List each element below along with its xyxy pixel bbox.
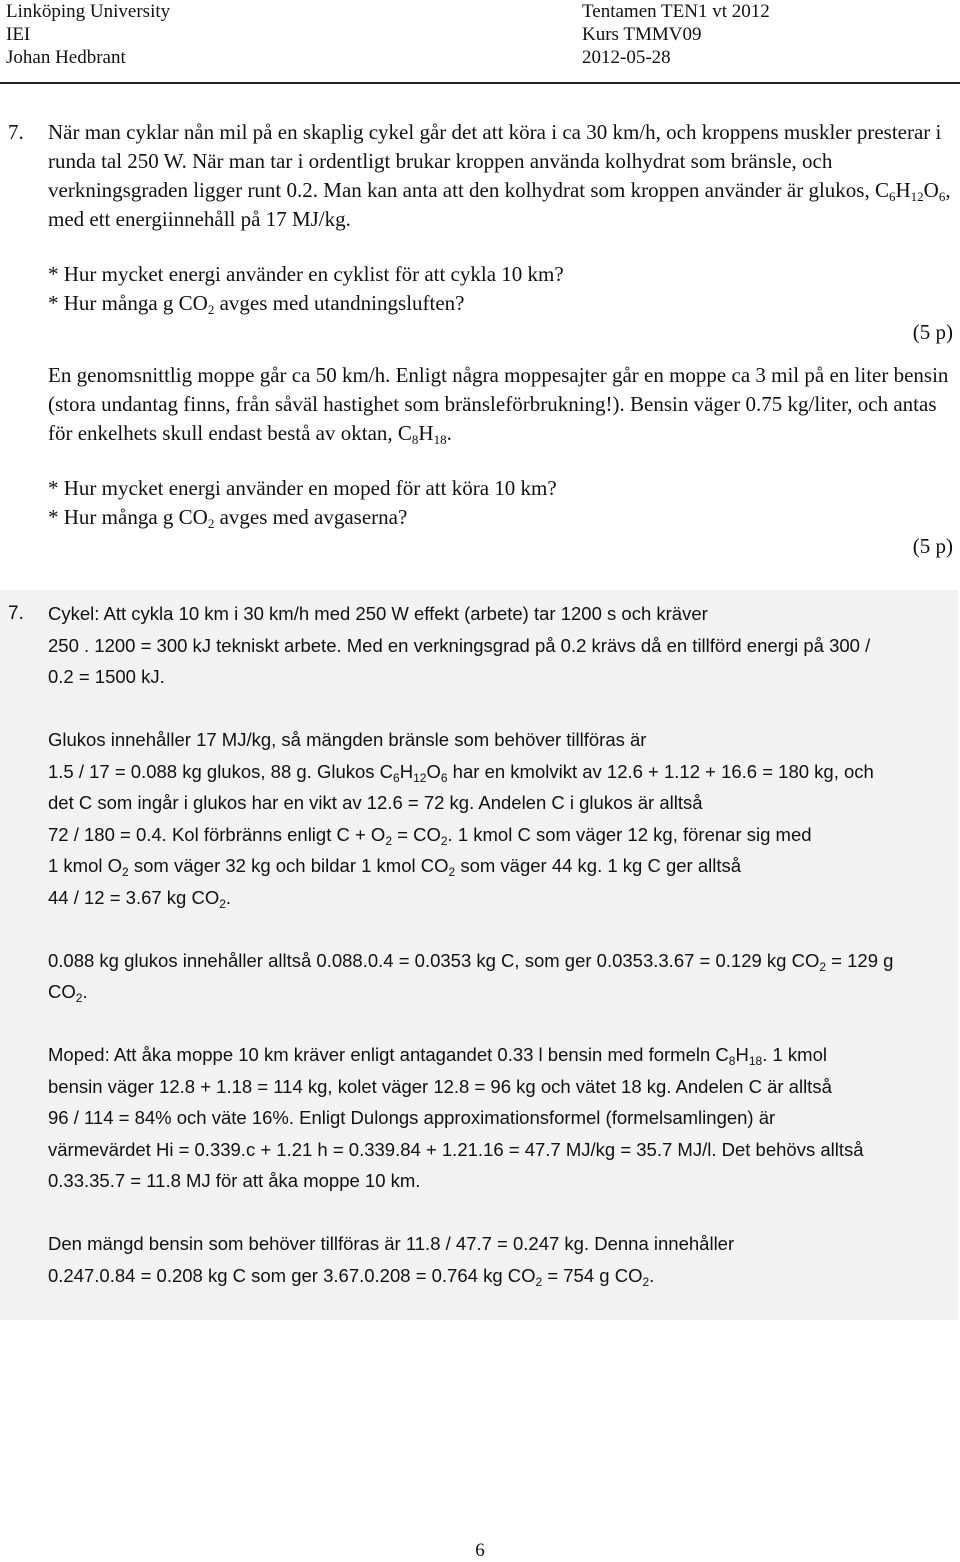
sol-line: 0.2 = 1500 kJ. <box>48 666 165 687</box>
points-1: (5 p) <box>912 320 953 344</box>
bullet-energy-bike: * Hur mycket energi använder en cyklist för att cykla 10 km? <box>48 262 564 286</box>
bullet-co2-moped: * Hur många g $CO_2$ avges med avgaserna? <box>48 505 408 531</box>
sol-line: 0.247.0.84 = 0.208 kg C som ger 3.67.0.208 = 0.764 kg $CO_2 = 754$ g $CO_2$. <box>48 1264 655 1289</box>
sol-line: 1 kmol $O_2$ som väger 32 kg och bildar 1 kmol $CO_2$ som väger 44 kg. 1 kg C ger alltså <box>48 855 742 879</box>
question-number: 7. <box>8 120 24 144</box>
question-bullets-moped <box>48 474 953 532</box>
sol-line: Den mängd bensin som behöver tillföras är 11.8 / 47.7 = 0.247 kg. Denna innehåller <box>48 1233 735 1254</box>
sol-line: Glukos innehåller 17 MJ/kg, så mängden bränsle som behöver tillföras är <box>48 729 647 750</box>
sol-line: Cykel: Att cykla 10 km i 30 km/h med 250 W effekt (arbete) tar 1200 s och kräver <box>48 603 708 624</box>
exam-date: 2012-05-28 <box>582 47 671 68</box>
header-left <box>6 0 170 69</box>
question-bullets-bike <box>48 260 953 318</box>
header-right <box>582 0 770 69</box>
sol-line: 44 / 12 = 3.67 kg $CO_2$. <box>48 886 232 911</box>
exam-title: Tentamen TEN1 vt 2012 <box>582 1 770 22</box>
sol-line: bensin väger 12.8 + 1.18 = 114 kg, kolet väger 12.8 = 96 kg och vätet 18 kg. Andelen C är alltså <box>48 1075 832 1097</box>
question-intro: När man cyklar nån mil på en skaplig cykel går det att köra i ca 30 km/h, och kroppens muskler presterar i runda tal 250 W. När man tar i ordentligt brukar kroppen använda kolhydrat som bränsle, och verkningsgraden ligger runt 0.2. Man kan anta att den kolhydrat som kroppen använder är glukos, $C_6H_{12}O_6$, med ett energiinnehåll på 17 MJ/kg. <box>48 120 951 231</box>
sol-line: 96 / 114 = 84% och väte 16%. Enligt Dulongs approximationsformel (formelsamlingen) är <box>48 1107 776 1128</box>
course-code: Kurs TMMV09 <box>582 24 702 45</box>
header-divider <box>0 82 960 84</box>
bullet-energy-moped: * Hur mycket energi använder en moped för att köra 10 km? <box>48 476 557 500</box>
question-body <box>48 118 953 561</box>
sol-line: 1.5 / 17 = 0.088 kg glukos, 88 g. Glukos $C_6H_{12}O_6$ har en kmolvikt av 12.6 + 1.12 + 16.6 = 180 kg, och <box>48 760 874 785</box>
sol-line: det C som ingår i glukos har en vikt av 12.6 = 72 kg. Andelen C i glukos är alltså <box>48 792 703 813</box>
department: IEI <box>6 24 31 45</box>
sol-line: 0.33.35.7 = 11.8 MJ för att åka moppe 10 km. <box>48 1170 421 1191</box>
university-name: Linköping University <box>6 1 171 22</box>
sol-line: $CO_2$. <box>48 981 88 1005</box>
bullet-co2-bike: * Hur många g $CO_2$ avges med utandningsluften? <box>48 291 465 317</box>
sol-line: värmevärdet Hi = 0.339.c + 1.21 h = 0.339.84 + 1.21.16 = 47.7 MJ/kg = 35.7 MJ/l. Det behövs alltså <box>48 1138 864 1160</box>
points-2: (5 p) <box>912 534 953 558</box>
solution-body <box>48 598 954 1291</box>
author: Johan Hedbrant <box>6 47 126 68</box>
solution-number: 7. <box>8 603 24 624</box>
sol-line: 72 / 180 = 0.4. Kol förbränns enligt $C + O_2 = CO_2$. 1 kmol C som väger 12 kg, förenar sig med <box>48 823 812 848</box>
moped-intro: En genomsnittlig moppe går ca 50 km/h. Enligt några moppesajter går en moppe ca 3 mil på en liter bensin (stora undantag finns, från såväl hastighet som bränsleförbrukning!). Bensin väger 0.75 kg/liter, och antas för enkelhets skull endast bestå av oktan, $C_8H_{18}$. <box>48 363 949 447</box>
page-number: 6 <box>475 1540 485 1561</box>
sol-line: 250 . 1200 = 300 kJ tekniskt arbete. Med en verkningsgrad på 0.2 krävs då en tillförd energi på 300 / <box>48 634 871 656</box>
sol-line: 0.088 kg glukos innehåller alltså 0.088.0.4 = 0.0353 kg C, som ger 0.0353.3.67 = 0.129 kg $CO_2 = 129$ g <box>48 949 894 974</box>
sol-line: Moped: Att åka moppe 10 km kräver enligt antagandet 0.33 l bensin med formeln $C_8H_{18}$. 1 kmol <box>48 1044 827 1068</box>
